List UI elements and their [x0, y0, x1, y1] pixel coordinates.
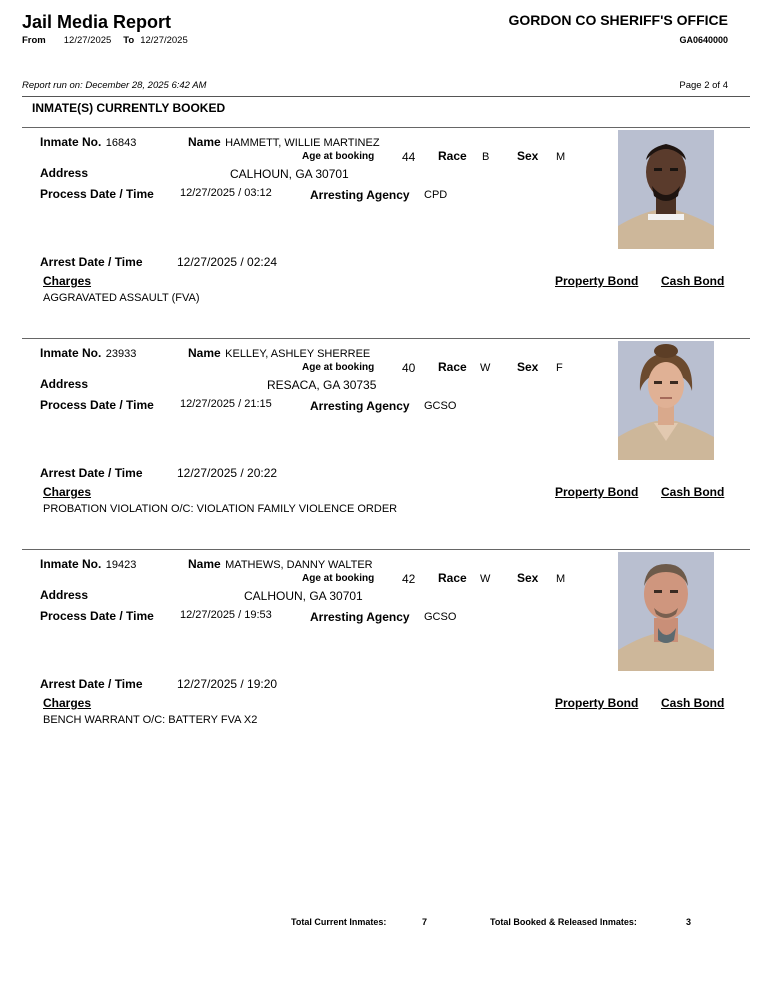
mugshot-photo — [618, 341, 714, 460]
name-label: Name — [188, 557, 221, 571]
agency-ori: GA0640000 — [679, 35, 728, 45]
name-label: Name — [188, 135, 221, 149]
race-label: Race — [438, 571, 467, 585]
record-divider — [22, 549, 750, 550]
sex-label: Sex — [517, 149, 539, 163]
inmate-number: 16843 — [105, 137, 137, 149]
sex-label: Sex — [517, 360, 539, 374]
record-divider — [22, 127, 750, 128]
inmate-record — [22, 127, 773, 338]
arresting-agency-value: CPD — [424, 189, 448, 201]
process-label: Process Date / Time — [40, 398, 154, 412]
from-value: 12/27/2025 — [63, 35, 112, 46]
from-label: From — [22, 35, 46, 46]
agency-name: GORDON CO SHERIFF'S OFFICE — [508, 12, 728, 28]
mugshot-image — [618, 130, 714, 249]
charges-text: BENCH WARRANT O/C: BATTERY FVA X2 — [43, 714, 258, 726]
section-title: INMATE(S) CURRENTLY BOOKED — [32, 101, 226, 115]
age-label: Age at booking — [302, 362, 375, 373]
sex-label: Sex — [517, 571, 539, 585]
process-value: 12/27/2025 / 21:15 — [180, 398, 272, 410]
process-value: 12/27/2025 / 03:12 — [180, 187, 272, 199]
race-value: W — [480, 573, 491, 585]
arrest-value: 12/27/2025 / 20:22 — [177, 466, 278, 480]
report-title: Jail Media Report — [22, 12, 172, 32]
to-label: To — [123, 35, 135, 46]
address-value: RESACA, GA 30735 — [267, 378, 377, 392]
mugshot-photo — [618, 552, 714, 671]
total-current-label: Total Current Inmates: — [291, 917, 387, 927]
property-bond-label: Property Bond — [555, 485, 639, 499]
arrest-label: Arrest Date / Time — [40, 677, 143, 691]
charges-label: Charges — [43, 274, 92, 288]
sex-value: F — [556, 362, 563, 374]
address-value: CALHOUN, GA 30701 — [230, 167, 349, 181]
race-label: Race — [438, 360, 467, 374]
address-label: Address — [40, 588, 89, 602]
property-bond-label: Property Bond — [555, 696, 639, 710]
inmate-no-label: Inmate No. — [40, 135, 102, 149]
arresting-agency-label: Arresting Agency — [310, 610, 410, 624]
arrest-label: Arrest Date / Time — [40, 255, 143, 269]
arrest-label: Arrest Date / Time — [40, 466, 143, 480]
arresting-agency-value: GCSO — [424, 611, 457, 623]
age-label: Age at booking — [302, 573, 375, 584]
inmate-no-label: Inmate No. — [40, 346, 102, 360]
charges-label: Charges — [43, 696, 92, 710]
record-divider — [22, 338, 750, 339]
total-released-label: Total Booked & Released Inmates: — [490, 917, 637, 927]
address-label: Address — [40, 377, 89, 391]
sex-value: M — [556, 573, 566, 585]
charges-text: AGGRAVATED ASSAULT (FVA) — [43, 292, 200, 304]
total-current-value: 7 — [422, 917, 428, 927]
cash-bond-label: Cash Bond — [661, 485, 725, 499]
process-value: 12/27/2025 / 19:53 — [180, 609, 272, 621]
arresting-agency-value: GCSO — [424, 400, 457, 412]
age-value: 44 — [402, 150, 416, 164]
arrest-value: 12/27/2025 / 02:24 — [177, 255, 278, 269]
address-value: CALHOUN, GA 30701 — [244, 589, 363, 603]
date-range — [22, 35, 200, 46]
inmate-no-label: Inmate No. — [40, 557, 102, 571]
arresting-agency-label: Arresting Agency — [310, 399, 410, 413]
cash-bond-label: Cash Bond — [661, 274, 725, 288]
mugshot-image — [618, 552, 714, 671]
charges-label: Charges — [43, 485, 92, 499]
cash-bond-label: Cash Bond — [661, 696, 725, 710]
inmate-number: 19423 — [105, 559, 137, 571]
age-label: Age at booking — [302, 151, 375, 162]
sex-value: M — [556, 151, 566, 163]
arresting-agency-label: Arresting Agency — [310, 188, 410, 202]
name-label: Name — [188, 346, 221, 360]
mugshot-photo — [618, 130, 714, 249]
page-number: Page 2 of 4 — [679, 80, 728, 91]
race-value: W — [480, 362, 491, 374]
inmate-name: MATHEWS, DANNY WALTER — [225, 559, 373, 571]
header-divider — [22, 96, 750, 97]
arrest-value: 12/27/2025 / 19:20 — [177, 677, 278, 691]
inmate-record — [22, 549, 773, 760]
inmate-number: 23933 — [105, 348, 137, 360]
process-label: Process Date / Time — [40, 609, 154, 623]
process-label: Process Date / Time — [40, 187, 154, 201]
age-value: 42 — [402, 572, 416, 586]
total-released-value: 3 — [686, 917, 692, 927]
to-value: 12/27/2025 — [140, 35, 188, 46]
address-label: Address — [40, 166, 89, 180]
inmate-name: HAMMETT, WILLIE MARTINEZ — [225, 137, 380, 149]
age-value: 40 — [402, 361, 416, 375]
property-bond-label: Property Bond — [555, 274, 639, 288]
race-value: B — [482, 151, 490, 163]
inmate-name: KELLEY, ASHLEY SHERREE — [225, 348, 371, 360]
race-label: Race — [438, 149, 467, 163]
report-run-on: Report run on: December 28, 2025 6:42 AM — [22, 80, 207, 91]
charges-text: PROBATION VIOLATION O/C: VIOLATION FAMILY VIOLENCE ORDER — [43, 503, 398, 515]
inmate-record — [22, 338, 773, 549]
mugshot-image — [618, 341, 714, 460]
